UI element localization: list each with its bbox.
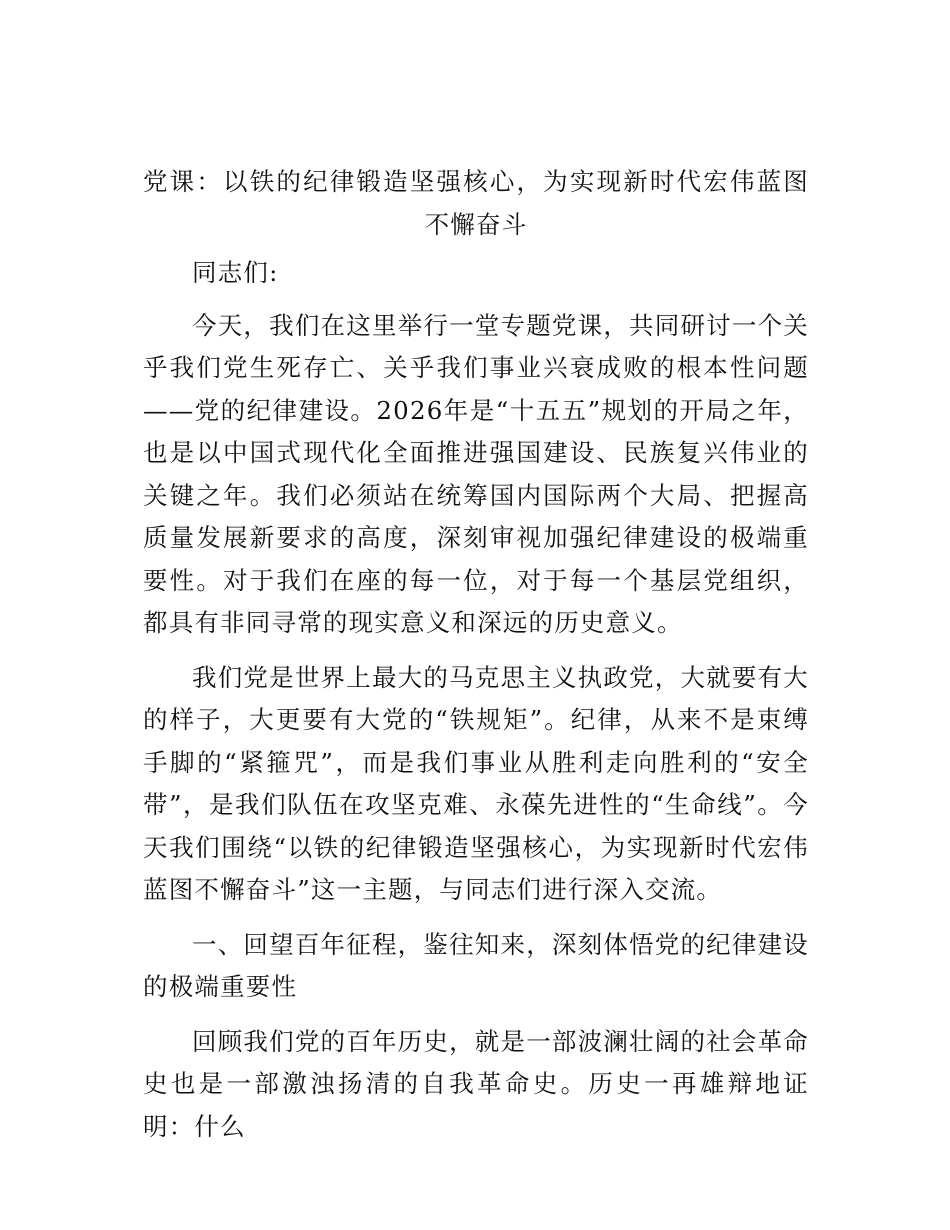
paragraph-history: 回顾我们党的百年历史，就是一部波澜壮阔的社会革命史也是一部激浊扬清的自我革命史。历史一再雄辩地证明：什么 [143, 1026, 809, 1141]
paragraph-intro: 今天，我们在这里举行一堂专题党课，共同研讨一个关乎我们党生死存亡、关乎我们事业兴衰成败的根本性问题——党的纪律建设。2026年是“十五五”规划的开局之年，也是以中国式现代化全面推进强国建设、民族复兴伟业的关键之年。我们必须站在统筹国内国际两个大局、把握高质量发展新要求的高度，深刻审视加强纪律建设的极端重要性。对于我们在座的每一位，对于每一个基层党组织，都具有非同寻常的现实意义和深远的历史意义。 [143, 310, 809, 637]
salutation: 同志们: [192, 258, 279, 287]
section-heading-1: 一、回望百年征程，鉴往知来，深刻体悟党的纪律建设的极端重要性 [143, 929, 809, 1001]
document-title: 党课：以铁的纪律锻造坚强核心，为实现新时代宏伟蓝图不懈奋斗 [143, 167, 809, 239]
paragraph-theme: 我们党是世界上最大的马克思主义执政党，大就要有大的样子，大更要有大党的“铁规矩”。纪律，从来不是束缚手脚的“紧箍咒”，而是我们事业从胜利走向胜利的“安全带”，是我们队伍在攻坚克难、永葆先进性的“生命线”。今天我们围绕“以铁的纪律锻造坚强核心，为实现新时代宏伟蓝图不懈奋斗”这一主题，与同志们进行深入交流。 [143, 662, 809, 904]
document-body [143, 160, 809, 1160]
